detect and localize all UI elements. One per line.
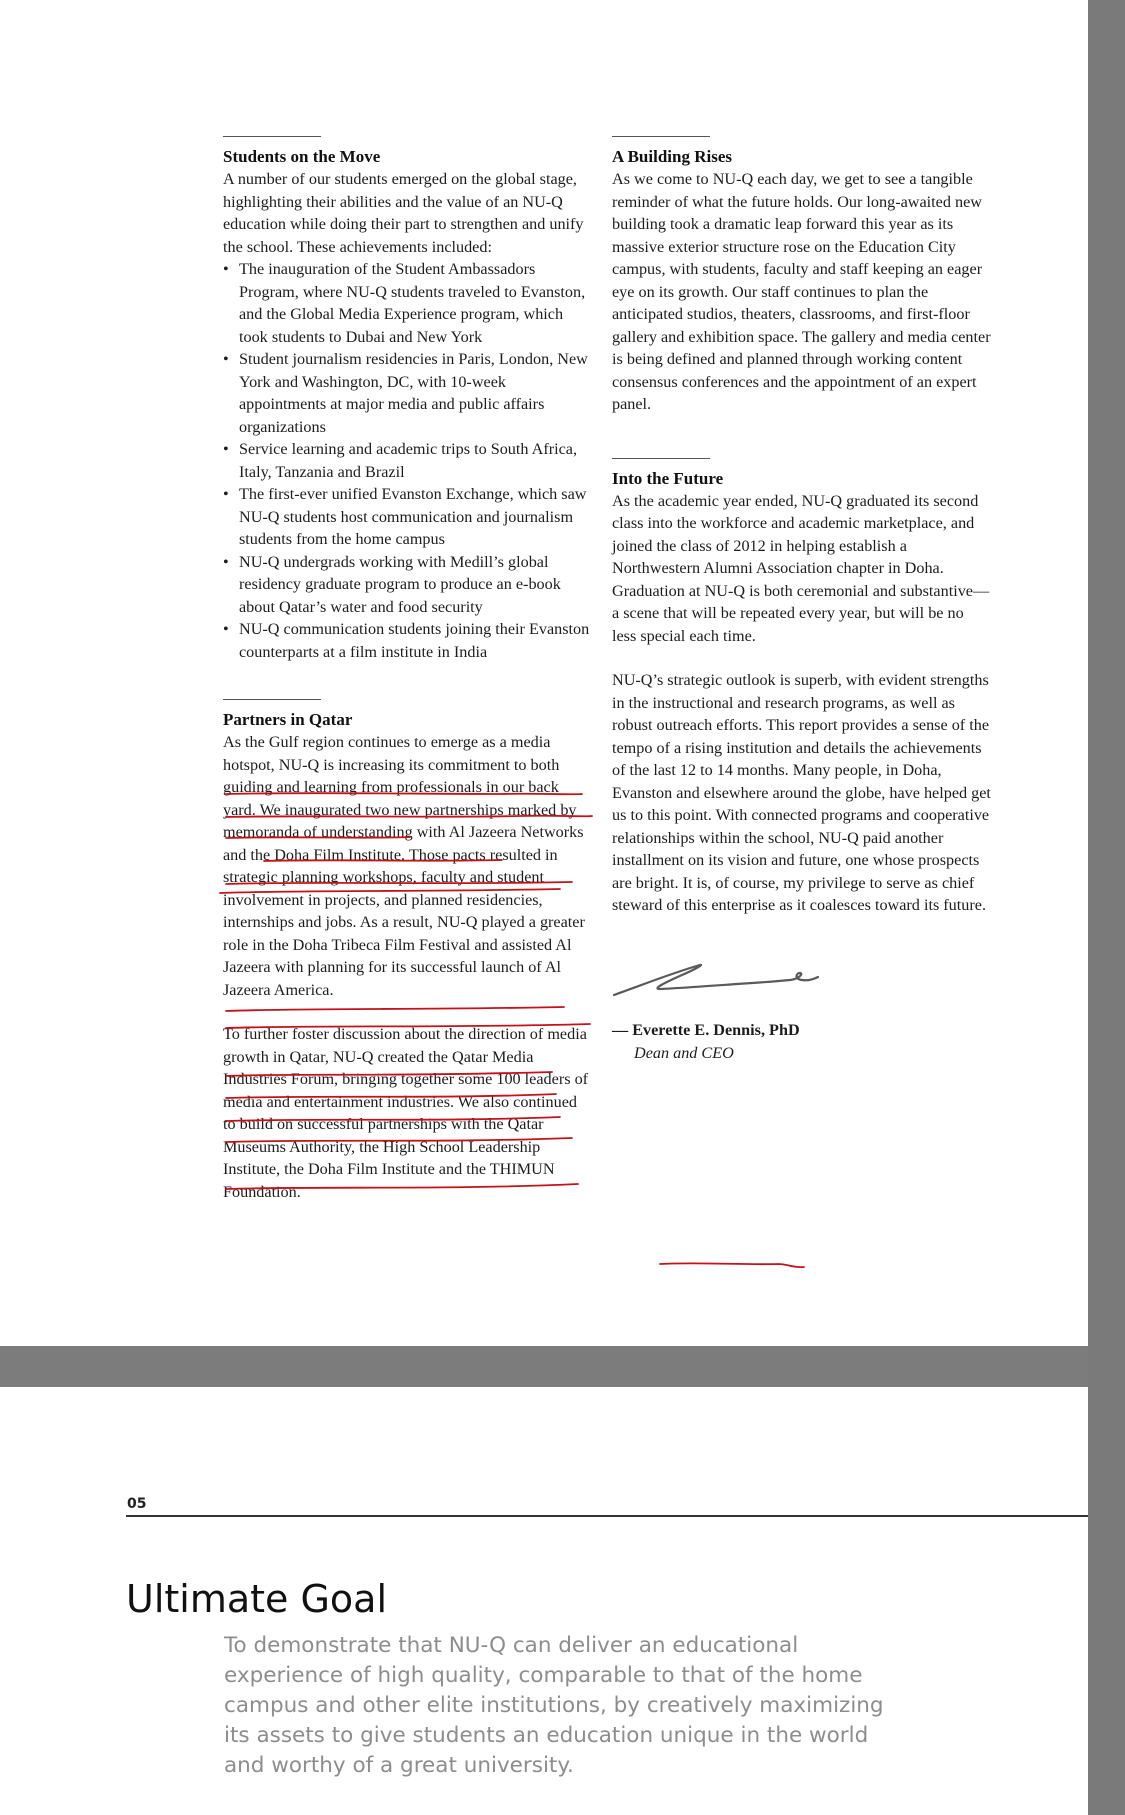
future-heading: Into the Future	[612, 468, 724, 488]
partners-heading: Partners in Qatar	[223, 710, 353, 729]
list-item: • NU-Q communication students joining their Evanston counterparts at a film institute in India	[223, 618, 593, 663]
a-building-rises-section	[612, 136, 992, 416]
partners-paragraph-2: To further foster discussion about the direction of media growth in Qatar, NU-Q created the Qatar Media Industries Forum, bringing together some 100 leaders of media and entertainment industries. We also continued to build on successful partnerships with the Qatar Museums Authority, the High School Leadership Institute, the Doha Film Institute and the THIMUN Foundation.	[223, 1025, 589, 1201]
signature-block	[612, 951, 992, 1065]
right-column	[612, 136, 992, 1064]
students-achievements-list	[223, 258, 593, 663]
partners-paragraph-1: As the Gulf region continues to emerge as a media hotspot, NU-Q is increasing its commitment to both guiding and learning from professionals in our back yard. We inaugurated two new partnerships marked by memoranda of understanding with Al Jazeera Networks and the Doha Film Institute. Those pacts resulted in strategic planning workshops, faculty and student involvement in projects, and planned residencies, internships and jobs. As a result, NU-Q played a greater role in the Doha Tribeca Film Festival and assisted Al Jazeera with planning for its successful launch of Al Jazeera America.	[223, 733, 585, 999]
list-item: • The first-ever unified Evanston Exchange, which saw NU-Q students host communication and journalism students from the home campus	[223, 483, 593, 551]
partners-in-qatar-section	[223, 699, 593, 1203]
list-item: • Service learning and academic trips to South Africa, Italy, Tanzania and Brazil	[223, 438, 593, 483]
list-item: • The inauguration of the Student Ambassadors Program, where NU-Q students traveled to Evanston, and the Global Media Experience program, which took students to Dubai and New York	[223, 258, 593, 348]
ultimate-goal-statement: To demonstrate that NU-Q can deliver an educational experience of high quality, comparable to that of the home campus and other elite institutions, by creatively maximizing its assets to give students an education unique in the world and worthy of a great university.	[224, 1633, 884, 1778]
header-rule	[126, 1515, 1088, 1517]
list-item: • Student journalism residencies in Paris, London, New York and Washington, DC, with 10-week appointments at major media and public affairs organizations	[223, 348, 593, 438]
list-item: • NU-Q undergrads working with Medill’s global residency graduate program to produce an e-book about Qatar’s water and food security	[223, 551, 593, 619]
report-page-05	[0, 1387, 1088, 1815]
section-rule	[612, 136, 710, 137]
page-title: Ultimate Goal	[126, 1577, 388, 1621]
signatory-title: Dean and CEO	[634, 1043, 734, 1062]
students-on-the-move-section	[223, 136, 593, 663]
future-paragraph-1: As the academic year ended, NU-Q graduated its second class into the workforce and academic marketplace, and joined the class of 2012 in helping establish a Northwestern Alumni Association chapter in Doha. Graduation at NU-Q is both ceremonial and substantive—a scene that will be repeated every year, but will be no less special each time.	[612, 491, 990, 645]
page-separator	[0, 1346, 1088, 1387]
scrollbar[interactable]	[1088, 0, 1125, 1815]
into-the-future-section	[612, 458, 992, 917]
section-rule	[612, 458, 710, 459]
future-paragraph-2: NU-Q’s strategic outlook is superb, with evident strengths in the instructional and research programs, as well as robust outreach efforts. This report provides a sense of the tempo of a rising institution and details the achievements of the last 12 to 14 months. Many people, in Doha, Evanston and elsewhere around the globe, have helped get us to this point. With connected programs and cooperative relationships within the school, NU-Q paid another installment on its vision and future, one whose prospects are bright. It is, of course, my privilege to serve as chief steward of this enterprise as it coalesces toward its future.	[612, 671, 991, 914]
students-heading: Students on the Move	[223, 147, 381, 166]
building-heading: A Building Rises	[612, 147, 732, 166]
section-rule	[223, 699, 321, 700]
handwritten-signature	[612, 951, 832, 1001]
signatory-name: — Everette E. Dennis, PhD	[612, 1021, 800, 1039]
section-rule	[223, 136, 321, 137]
building-paragraph: As we come to NU-Q each day, we get to see a tangible reminder of what the future holds. Our long-awaited new building took a dramatic leap forward this year as its massive exterior structure rose on the Education City campus, with students, faculty and staff keeping an eager eye on its growth. Our staff continues to plan the anticipated studios, theaters, classrooms, and first-floor gallery and exhibition space. The gallery and media center is being defined and planned through working content consensus conferences and the appointment of an expert panel.	[612, 170, 991, 413]
left-column	[223, 136, 593, 1227]
students-intro: A number of our students emerged on the global stage, highlighting their abilities and the value of an NU-Q education while doing their part to strengthen and unify the school. These achievements included:	[223, 170, 584, 256]
page-number: 05	[127, 1496, 147, 1512]
underline-mark	[660, 1263, 804, 1267]
